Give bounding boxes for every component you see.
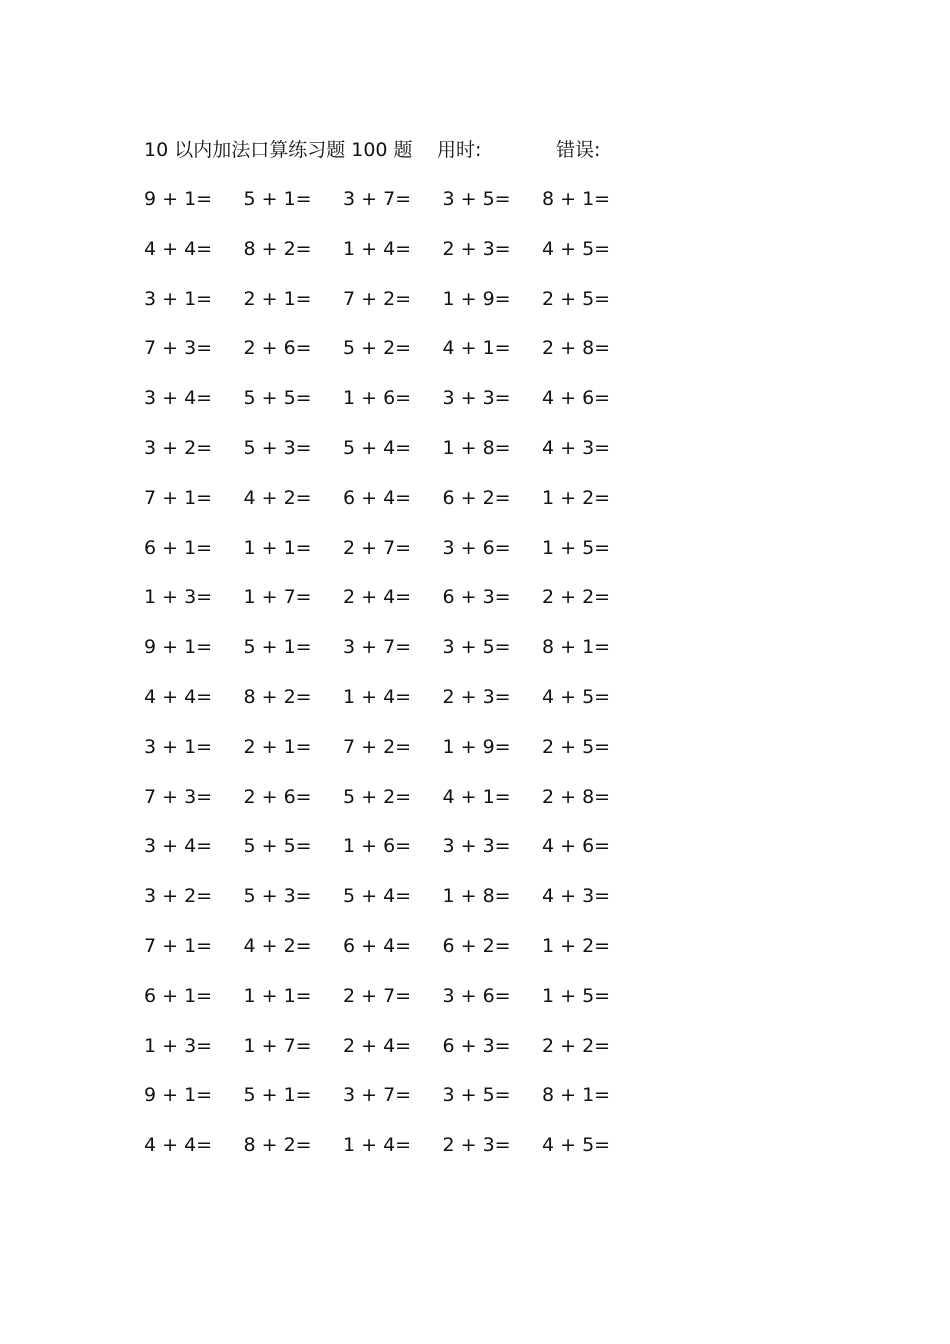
addition-problem: 1 + 9= xyxy=(442,735,511,758)
addition-problem: 1 + 1= xyxy=(243,984,312,1007)
addition-problem: 3 + 5= xyxy=(442,636,511,659)
problem-row xyxy=(144,683,642,733)
addition-problem: 3 + 7= xyxy=(343,188,412,210)
addition-problem: 5 + 4= xyxy=(343,436,412,459)
problem-row xyxy=(144,534,642,584)
addition-problem: 3 + 2= xyxy=(144,885,213,908)
problem-row xyxy=(144,932,642,982)
problem-row xyxy=(144,832,642,882)
addition-problem: 2 + 7= xyxy=(343,536,412,559)
addition-problem: 4 + 5= xyxy=(542,1134,611,1157)
problem-row xyxy=(144,783,642,833)
addition-problem: 2 + 5= xyxy=(542,735,611,758)
addition-problem: 5 + 4= xyxy=(343,885,412,908)
addition-problem: 7 + 1= xyxy=(144,934,213,957)
addition-problem: 1 + 5= xyxy=(542,984,611,1007)
addition-problem: 7 + 3= xyxy=(144,785,213,808)
addition-problem: 3 + 3= xyxy=(442,387,511,410)
problem-row xyxy=(144,882,642,932)
problem-row xyxy=(144,1032,642,1082)
addition-problem: 1 + 8= xyxy=(442,436,511,459)
addition-problem: 6 + 2= xyxy=(442,486,511,509)
addition-problem: 5 + 3= xyxy=(243,885,312,908)
addition-problem: 2 + 7= xyxy=(343,984,412,1007)
addition-problem: 1 + 7= xyxy=(243,586,312,609)
addition-problem: 2 + 3= xyxy=(442,1134,511,1157)
addition-problem: 2 + 3= xyxy=(442,237,511,260)
addition-problem: 6 + 2= xyxy=(442,934,511,957)
addition-problem: 6 + 4= xyxy=(343,934,412,957)
problem-row xyxy=(144,434,642,484)
addition-problem: 1 + 6= xyxy=(343,835,412,858)
problem-row xyxy=(144,633,642,683)
addition-problem: 3 + 4= xyxy=(144,387,213,410)
addition-problem: 4 + 4= xyxy=(144,237,213,260)
problem-row xyxy=(144,334,642,384)
addition-problem: 2 + 5= xyxy=(542,287,611,310)
addition-problem: 5 + 3= xyxy=(243,436,312,459)
addition-problem: 1 + 4= xyxy=(343,1134,412,1157)
addition-problem: 2 + 6= xyxy=(243,337,312,360)
problem-row xyxy=(144,1081,642,1131)
addition-problem: 3 + 1= xyxy=(144,735,213,758)
addition-problem: 8 + 2= xyxy=(243,685,312,708)
addition-problem: 3 + 3= xyxy=(442,835,511,858)
addition-problem: 2 + 6= xyxy=(243,785,312,808)
addition-problem: 3 + 5= xyxy=(442,188,511,210)
addition-problem: 5 + 1= xyxy=(243,188,312,210)
addition-problem: 2 + 8= xyxy=(542,785,611,808)
addition-problem: 3 + 2= xyxy=(144,436,213,459)
addition-problem: 8 + 1= xyxy=(542,188,611,210)
addition-problem: 5 + 1= xyxy=(243,1084,312,1107)
error-count-label: 错误: xyxy=(556,139,601,161)
addition-problem: 2 + 2= xyxy=(542,586,611,609)
problem-row xyxy=(144,583,642,633)
addition-problem: 4 + 4= xyxy=(144,685,213,708)
addition-problem: 4 + 4= xyxy=(144,1134,213,1157)
addition-problem: 6 + 4= xyxy=(343,486,412,509)
addition-problem: 3 + 6= xyxy=(442,536,511,559)
addition-problem: 7 + 1= xyxy=(144,486,213,509)
addition-problem: 2 + 2= xyxy=(542,1034,611,1057)
addition-problem: 9 + 1= xyxy=(144,188,213,210)
problem-row xyxy=(144,285,642,335)
addition-problem: 3 + 6= xyxy=(442,984,511,1007)
problem-row xyxy=(144,185,642,235)
addition-problem: 5 + 2= xyxy=(343,785,412,808)
addition-problem: 1 + 8= xyxy=(442,885,511,908)
addition-problem: 4 + 1= xyxy=(442,337,511,360)
addition-problem: 6 + 3= xyxy=(442,1034,511,1057)
addition-problem: 2 + 1= xyxy=(243,735,312,758)
worksheet-title: 10 以内加法口算练习题 100 题 xyxy=(144,139,413,161)
addition-problem: 5 + 5= xyxy=(243,387,312,410)
addition-problem: 1 + 5= xyxy=(542,536,611,559)
addition-problem: 1 + 4= xyxy=(343,237,412,260)
addition-problem: 4 + 2= xyxy=(243,934,312,957)
addition-problem: 5 + 1= xyxy=(243,636,312,659)
addition-problem: 4 + 3= xyxy=(542,885,611,908)
addition-problem: 8 + 2= xyxy=(243,1134,312,1157)
problem-row xyxy=(144,384,642,434)
addition-problem: 9 + 1= xyxy=(144,1084,213,1107)
problem-row xyxy=(144,484,642,534)
addition-problem: 8 + 1= xyxy=(542,1084,611,1107)
problem-row xyxy=(144,733,642,783)
problem-row xyxy=(144,235,642,285)
problem-row xyxy=(144,982,642,1032)
addition-problem: 4 + 6= xyxy=(542,835,611,858)
addition-problem: 9 + 1= xyxy=(144,636,213,659)
addition-problem: 4 + 5= xyxy=(542,685,611,708)
addition-problem: 8 + 2= xyxy=(243,237,312,260)
addition-problem: 1 + 4= xyxy=(343,685,412,708)
problem-grid xyxy=(144,185,642,1181)
addition-problem: 5 + 5= xyxy=(243,835,312,858)
addition-problem: 4 + 6= xyxy=(542,387,611,410)
addition-problem: 6 + 3= xyxy=(442,586,511,609)
addition-problem: 2 + 8= xyxy=(542,337,611,360)
addition-problem: 1 + 6= xyxy=(343,387,412,410)
addition-problem: 3 + 7= xyxy=(343,636,412,659)
addition-problem: 6 + 1= xyxy=(144,536,213,559)
addition-problem: 3 + 7= xyxy=(343,1084,412,1107)
addition-problem: 8 + 1= xyxy=(542,636,611,659)
problem-row xyxy=(144,1131,642,1181)
addition-problem: 2 + 1= xyxy=(243,287,312,310)
addition-problem: 1 + 2= xyxy=(542,934,611,957)
addition-problem: 7 + 2= xyxy=(343,287,412,310)
addition-problem: 1 + 9= xyxy=(442,287,511,310)
addition-problem: 1 + 1= xyxy=(243,536,312,559)
addition-problem: 1 + 3= xyxy=(144,586,213,609)
addition-problem: 7 + 2= xyxy=(343,735,412,758)
addition-problem: 4 + 3= xyxy=(542,436,611,459)
addition-problem: 1 + 2= xyxy=(542,486,611,509)
time-used-label: 用时: xyxy=(437,139,482,161)
addition-problem: 4 + 5= xyxy=(542,237,611,260)
addition-problem: 2 + 4= xyxy=(343,1034,412,1057)
addition-problem: 7 + 3= xyxy=(144,337,213,360)
addition-problem: 2 + 3= xyxy=(442,685,511,708)
addition-problem: 1 + 7= xyxy=(243,1034,312,1057)
addition-problem: 1 + 3= xyxy=(144,1034,213,1057)
addition-problem: 5 + 2= xyxy=(343,337,412,360)
addition-problem: 4 + 1= xyxy=(442,785,511,808)
addition-problem: 3 + 1= xyxy=(144,287,213,310)
addition-problem: 6 + 1= xyxy=(144,984,213,1007)
addition-problem: 4 + 2= xyxy=(243,486,312,509)
addition-problem: 3 + 4= xyxy=(144,835,213,858)
addition-problem: 2 + 4= xyxy=(343,586,412,609)
worksheet-header xyxy=(144,136,704,164)
addition-problem: 3 + 5= xyxy=(442,1084,511,1107)
